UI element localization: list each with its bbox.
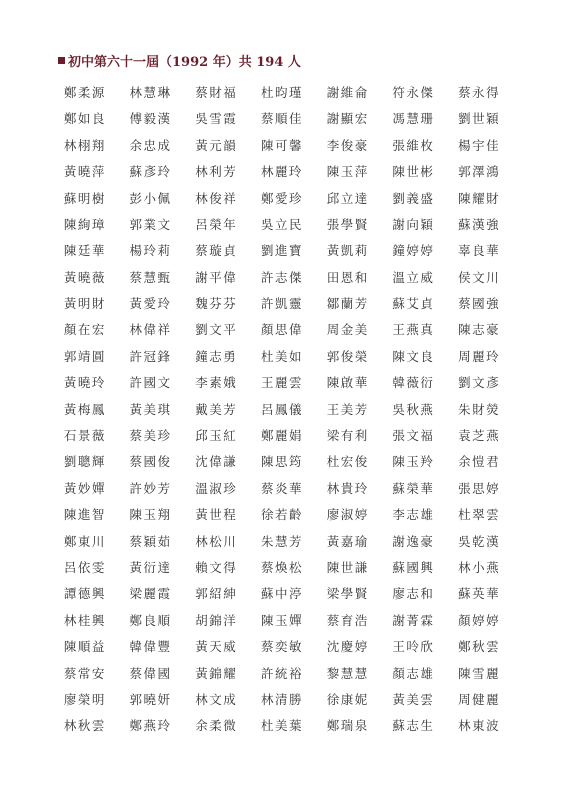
name-entry: 陳耀財 [458, 190, 501, 206]
name-entry: 呂鳳儀 [260, 401, 303, 417]
name-entry: 黎慧慧 [326, 665, 369, 681]
name-entry: 林俊祥 [195, 190, 238, 206]
name-entry: 黃妙嬋 [63, 480, 106, 496]
square-bullet-icon [58, 57, 65, 64]
name-entry: 鄭東川 [63, 533, 106, 549]
name-entry: 蔡偉國 [129, 665, 172, 681]
name-entry: 韓薇衍 [392, 375, 435, 391]
name-entry: 許國文 [129, 375, 172, 391]
name-entry: 鐘志勇 [195, 348, 238, 364]
name-entry: 謝平偉 [195, 269, 238, 285]
name-entry: 林慧琳 [129, 84, 172, 100]
name-entry: 侯文川 [458, 269, 501, 285]
name-entry: 吳雪霞 [195, 111, 238, 127]
name-entry: 彭小佩 [129, 190, 172, 206]
name-entry: 鄭麗娟 [260, 428, 303, 444]
name-entry: 周麗玲 [458, 348, 501, 364]
name-entry: 顏婷婷 [458, 612, 501, 628]
name-entry: 蘇中渟 [260, 586, 303, 602]
name-entry: 黃明財 [63, 296, 106, 312]
name-entry: 邱立達 [326, 190, 369, 206]
name-entry: 符永傑 [392, 84, 435, 100]
name-entry: 李志雄 [392, 507, 435, 523]
name-entry: 蔡順佳 [260, 111, 303, 127]
name-entry: 廖榮明 [63, 691, 106, 707]
name-entry: 郭靖圓 [63, 348, 106, 364]
name-entry: 黃天威 [195, 639, 238, 655]
name-entry: 楊宇佳 [458, 137, 501, 153]
name-entry: 譚德興 [63, 586, 106, 602]
name-entry: 黃曉萍 [63, 164, 106, 180]
name-entry: 劉世穎 [458, 111, 501, 127]
name-entry: 林文成 [195, 691, 238, 707]
section-heading-text: 初中第六十一屆（1992 年）共 194 人 [68, 54, 301, 70]
name-entry: 陳志豪 [458, 322, 501, 338]
name-entry: 蔡育浩 [326, 612, 369, 628]
name-entry: 陳進智 [63, 507, 106, 523]
name-entry: 朱財熒 [458, 401, 501, 417]
name-entry: 溫立威 [392, 269, 435, 285]
name-entry: 顏在宏 [63, 322, 106, 338]
name-entry: 張思婷 [458, 480, 501, 496]
name-entry: 余柔微 [195, 718, 238, 734]
name-entry: 黃曉薇 [63, 269, 106, 285]
name-entry: 陳絢璋 [63, 216, 106, 232]
name-entry: 劉進寶 [260, 243, 303, 259]
name-entry: 陳順益 [63, 639, 106, 655]
name-entry: 蔡國強 [458, 296, 501, 312]
name-entry: 沈慶婷 [326, 639, 369, 655]
name-entry: 陳文良 [392, 348, 435, 364]
name-entry: 蔡奕敏 [260, 639, 303, 655]
name-entry: 蘇彥玲 [129, 164, 172, 180]
name-entry: 黃美雲 [392, 691, 435, 707]
name-entry: 傅毅漢 [129, 111, 172, 127]
name-entry: 黃美琪 [129, 401, 172, 417]
name-entry: 鐘婷婷 [392, 243, 435, 259]
name-entry: 周金美 [326, 322, 369, 338]
name-entry: 王麗雲 [260, 375, 303, 391]
name-entry: 馮慧珊 [392, 111, 435, 127]
name-entry: 邱玉紅 [195, 428, 238, 444]
name-entry: 田恩和 [326, 269, 369, 285]
name-entry: 余愷君 [458, 454, 501, 470]
name-entry: 劉文彥 [458, 375, 501, 391]
name-entry: 黃衍達 [129, 559, 172, 575]
names-grid [52, 80, 512, 740]
name-entry: 蔡美珍 [129, 428, 172, 444]
name-entry: 沈偉謙 [195, 454, 238, 470]
name-entry: 王美芳 [326, 401, 369, 417]
name-entry: 林麗玲 [260, 164, 303, 180]
name-entry: 蘇國興 [392, 559, 435, 575]
name-entry: 許凱靈 [260, 296, 303, 312]
name-entry: 鄭瑞泉 [326, 718, 369, 734]
name-entry: 蘇榮華 [392, 480, 435, 496]
name-entry: 蔡國俊 [129, 454, 172, 470]
name-entry: 陳玉羚 [392, 454, 435, 470]
name-entry: 陳思筠 [260, 454, 303, 470]
name-entry: 郭俊榮 [326, 348, 369, 364]
name-entry: 王燕真 [392, 322, 435, 338]
name-entry: 黃曉玲 [63, 375, 106, 391]
name-entry: 陳啟華 [326, 375, 369, 391]
name-entry: 蘇漢強 [458, 216, 501, 232]
name-entry: 顏思偉 [260, 322, 303, 338]
name-entry: 陳可馨 [260, 137, 303, 153]
name-entry: 蔡永得 [458, 84, 501, 100]
name-entry: 林栩翔 [63, 137, 106, 153]
name-entry: 黃元韻 [195, 137, 238, 153]
name-entry: 辜良華 [458, 243, 501, 259]
name-entry: 謝向穎 [392, 216, 435, 232]
name-entry: 梁有利 [326, 428, 369, 444]
name-entry: 蔡炎華 [260, 480, 303, 496]
name-entry: 王呤欣 [392, 639, 435, 655]
name-entry: 黃錦耀 [195, 665, 238, 681]
name-entry: 陳玉嬋 [260, 612, 303, 628]
name-entry: 黃梅鳳 [63, 401, 106, 417]
name-entry: 蘇明樹 [63, 190, 106, 206]
name-entry: 杜美如 [260, 348, 303, 364]
name-entry: 林松川 [195, 533, 238, 549]
name-entry: 杜宏俊 [326, 454, 369, 470]
name-entry: 黃凱莉 [326, 243, 369, 259]
name-entry: 吳立民 [260, 216, 303, 232]
name-entry: 廖志和 [392, 586, 435, 602]
name-entry: 鄭如良 [63, 111, 106, 127]
name-entry: 許冠鋒 [129, 348, 172, 364]
name-entry: 林桂興 [63, 612, 106, 628]
name-entry: 林利芳 [195, 164, 238, 180]
name-entry: 陳玉萍 [326, 164, 369, 180]
name-entry: 蔡財福 [195, 84, 238, 100]
name-entry: 韓偉豐 [129, 639, 172, 655]
name-entry: 戴美芳 [195, 401, 238, 417]
name-entry: 吳乾漢 [458, 533, 501, 549]
name-entry: 陳世彬 [392, 164, 435, 180]
name-entry: 劉文平 [195, 322, 238, 338]
name-entry: 李素娥 [195, 375, 238, 391]
name-entry: 蔡慧甄 [129, 269, 172, 285]
name-entry: 劉聰輝 [63, 454, 106, 470]
name-entry: 魏芬芬 [195, 296, 238, 312]
name-entry: 張維枚 [392, 137, 435, 153]
name-entry: 陳廷華 [63, 243, 106, 259]
name-entry: 蔡煥松 [260, 559, 303, 575]
name-entry: 周健麗 [458, 691, 501, 707]
name-entry: 吳秋燕 [392, 401, 435, 417]
name-entry: 袁芝燕 [458, 428, 501, 444]
name-entry: 梁學賢 [326, 586, 369, 602]
name-entry: 林清勝 [260, 691, 303, 707]
name-entry: 黃嘉瑜 [326, 533, 369, 549]
name-entry: 謝顯宏 [326, 111, 369, 127]
name-entry: 蔡璇貞 [195, 243, 238, 259]
name-entry: 溫淑珍 [195, 480, 238, 496]
section-heading [58, 50, 301, 70]
name-entry: 鄭秋雲 [458, 639, 501, 655]
name-entry: 余忠成 [129, 137, 172, 153]
name-entry: 張文福 [392, 428, 435, 444]
name-entry: 鄭柔源 [63, 84, 106, 100]
name-entry: 鄭愛珍 [260, 190, 303, 206]
name-entry: 杜美葉 [260, 718, 303, 734]
name-entry: 黃世程 [195, 507, 238, 523]
name-entry: 蘇艾貞 [392, 296, 435, 312]
name-entry: 石景薇 [63, 428, 106, 444]
name-entry: 蘇英華 [458, 586, 501, 602]
name-entry: 郭曉妍 [129, 691, 172, 707]
name-entry: 張學賢 [326, 216, 369, 232]
name-entry: 鄭燕玲 [129, 718, 172, 734]
name-entry: 謝維侖 [326, 84, 369, 100]
name-entry: 杜昀瑾 [260, 84, 303, 100]
name-entry: 胡錦洋 [195, 612, 238, 628]
name-entry: 廖淑婷 [326, 507, 369, 523]
name-entry: 郭澤鴻 [458, 164, 501, 180]
name-entry: 梁麗霞 [129, 586, 172, 602]
name-entry: 林秋雲 [63, 718, 106, 734]
name-entry: 謝菁霖 [392, 612, 435, 628]
name-entry: 林貴玲 [326, 480, 369, 496]
name-entry: 徐若齡 [260, 507, 303, 523]
name-entry: 陳世謙 [326, 559, 369, 575]
name-entry: 李俊豪 [326, 137, 369, 153]
name-entry: 黃愛玲 [129, 296, 172, 312]
name-entry: 林偉祥 [129, 322, 172, 338]
name-entry: 鄒蘭芳 [326, 296, 369, 312]
name-entry: 蘇志生 [392, 718, 435, 734]
name-entry: 陳雪麗 [458, 665, 501, 681]
name-entry: 蔡常安 [63, 665, 106, 681]
name-entry: 呂榮年 [195, 216, 238, 232]
name-entry: 許志傑 [260, 269, 303, 285]
name-entry: 朱慧芳 [260, 533, 303, 549]
name-entry: 劉義盛 [392, 190, 435, 206]
name-entry: 鄭良順 [129, 612, 172, 628]
name-entry: 呂依雯 [63, 559, 106, 575]
name-entry: 杜翠雲 [458, 507, 501, 523]
name-entry: 陳玉翔 [129, 507, 172, 523]
name-entry: 顏志雄 [392, 665, 435, 681]
name-entry: 林小燕 [458, 559, 501, 575]
name-entry: 徐康妮 [326, 691, 369, 707]
name-entry: 楊玲莉 [129, 243, 172, 259]
name-entry: 賴文得 [195, 559, 238, 575]
name-entry: 許統裕 [260, 665, 303, 681]
name-entry: 郭紹紳 [195, 586, 238, 602]
name-entry: 謝逸豪 [392, 533, 435, 549]
name-entry: 林東波 [458, 718, 501, 734]
name-entry: 蔡穎茹 [129, 533, 172, 549]
name-entry: 郭業文 [129, 216, 172, 232]
name-entry: 許妙芳 [129, 480, 172, 496]
